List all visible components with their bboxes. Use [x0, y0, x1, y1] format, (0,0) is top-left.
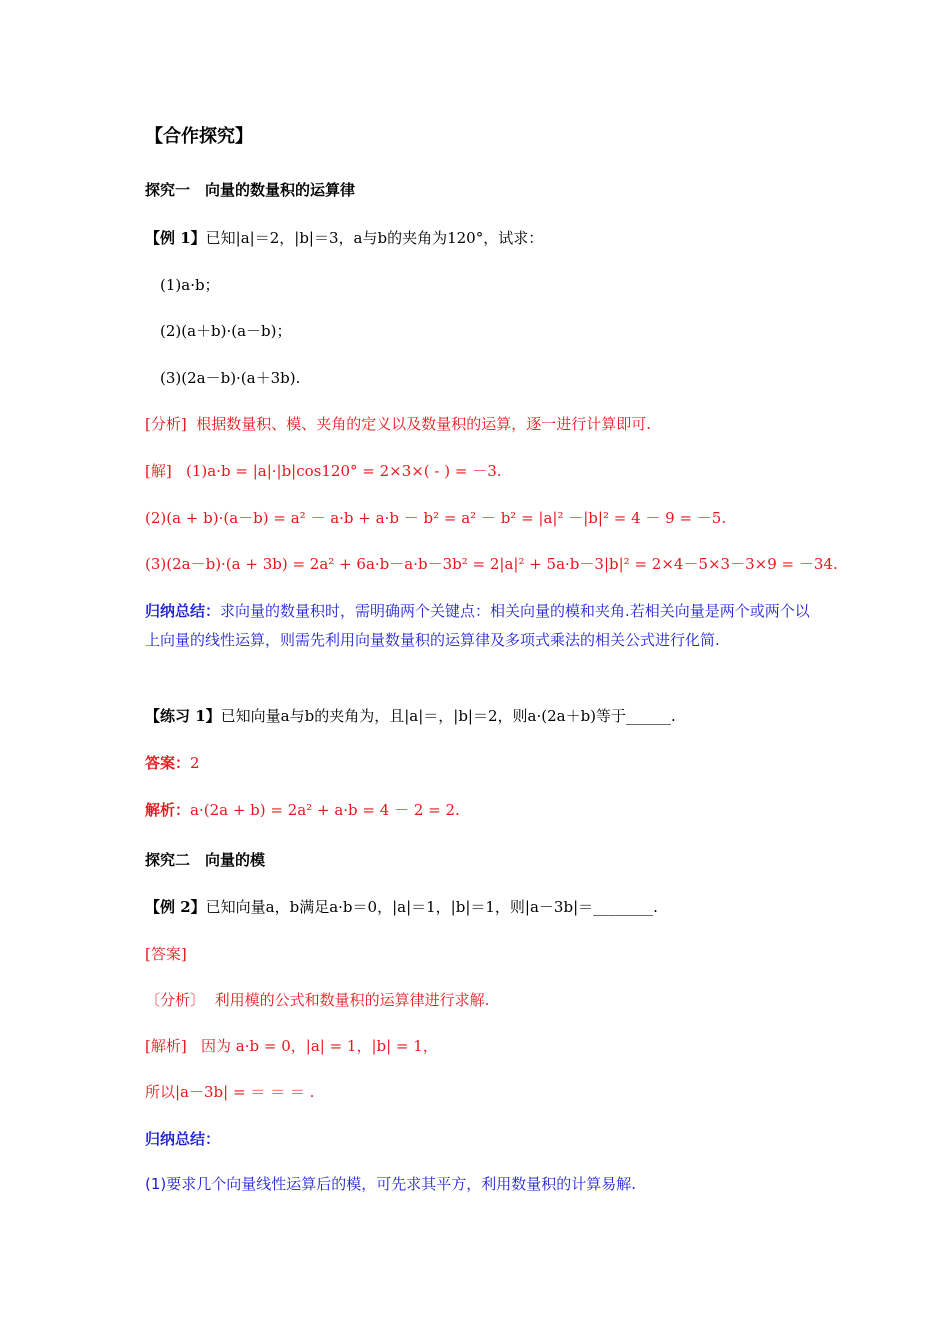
- solution1-label: [解]: [145, 462, 172, 480]
- answer1-value: 2: [190, 754, 200, 772]
- solution2-label: [解析]: [145, 1037, 187, 1055]
- example1-item-2: (2)(a＋b)·(a－b)；: [160, 322, 292, 340]
- summary1-label: 归纳总结：: [145, 602, 221, 620]
- example1-item-3: (3)(2a－b)·(a＋3b).: [160, 369, 301, 387]
- example1-label: 【例 1】: [145, 229, 206, 247]
- answer2-label: [答案]: [145, 945, 187, 963]
- solution1-line1: [145, 461, 502, 481]
- solution2-line2: 所以|a－3b| = ＝ ＝ ＝ .: [145, 1083, 315, 1101]
- example2-text: 已知向量a，b满足a·b＝0，|a|＝1，|b|＝1，则|a－3b|＝________.: [205, 898, 658, 916]
- analysis2-text: 利用模的公式和数量积的运算律进行求解.: [214, 991, 490, 1009]
- section-title: 【合作探究】: [145, 126, 253, 147]
- solution1-text1: (1)a·b = |a|·|b|cos120° = 2×3×( - ) = －3.: [186, 462, 502, 480]
- analysis1-label: [分析]: [145, 415, 187, 433]
- analysis1-text: 根据数量积、模、夹角的定义以及数量积的运算，逐一进行计算即可.: [196, 415, 652, 433]
- analysis1: [145, 414, 651, 434]
- solution2-text1: 因为 a·b = 0，|a| = 1，|b| = 1，: [201, 1037, 438, 1055]
- solution2-line1: [145, 1036, 438, 1056]
- part1-heading: 探究一 向量的数量积的运算律: [145, 181, 356, 199]
- example1: [145, 228, 543, 248]
- explain1-label: 解析：: [145, 801, 191, 819]
- solution1-line2: (2)(a + b)·(a－b) = a² － a·b + a·b － b² = a² － b² = |a|² －|b|² = 4 － 9 = －5.: [145, 509, 727, 527]
- summary2-label: 归纳总结：: [145, 1130, 221, 1148]
- analysis2: [145, 990, 489, 1010]
- explain1: [145, 800, 460, 820]
- exercise1-label: 【练习 1】: [145, 707, 221, 725]
- analysis2-label: 〔分析〕: [145, 991, 206, 1009]
- summary2-item: (1)要求几个向量线性运算后的模，可先求其平方，利用数量积的计算易解.: [145, 1175, 637, 1193]
- exercise1-text: 已知向量a与b的夹角为，且|a|＝，|b|＝2，则a·(2a＋b)等于______.: [220, 707, 676, 725]
- example2-label: 【例 2】: [145, 898, 206, 916]
- part2-heading: 探究二 向量的模: [145, 851, 266, 869]
- summary1-text: 求向量的数量积时，需明确两个关键点：相关向量的模和夹角.若相关向量是两个或两个以上向量的线性运算，则需先利用向量数量积的运算律及多项式乘法的相关公式进行化简.: [145, 602, 810, 649]
- answer1: [145, 753, 200, 773]
- exercise1: [145, 706, 676, 726]
- example1-text: 已知|a|＝2，|b|＝3，a与b的夹角为120°，试求：: [205, 229, 544, 247]
- explain1-text: a·(2a + b) = 2a² + a·b = 4 － 2 = 2.: [190, 801, 460, 819]
- example1-item-1: (1)a·b；: [160, 276, 220, 294]
- example2: [145, 897, 658, 917]
- answer1-label: 答案：: [145, 754, 191, 772]
- summary1: [145, 597, 810, 655]
- solution1-line3: (3)(2a－b)·(a + 3b) = 2a² + 6a·b－a·b－3b² = 2|a|² + 5a·b－3|b|² = 2×4－5×3－3×9 = －34.: [145, 555, 838, 573]
